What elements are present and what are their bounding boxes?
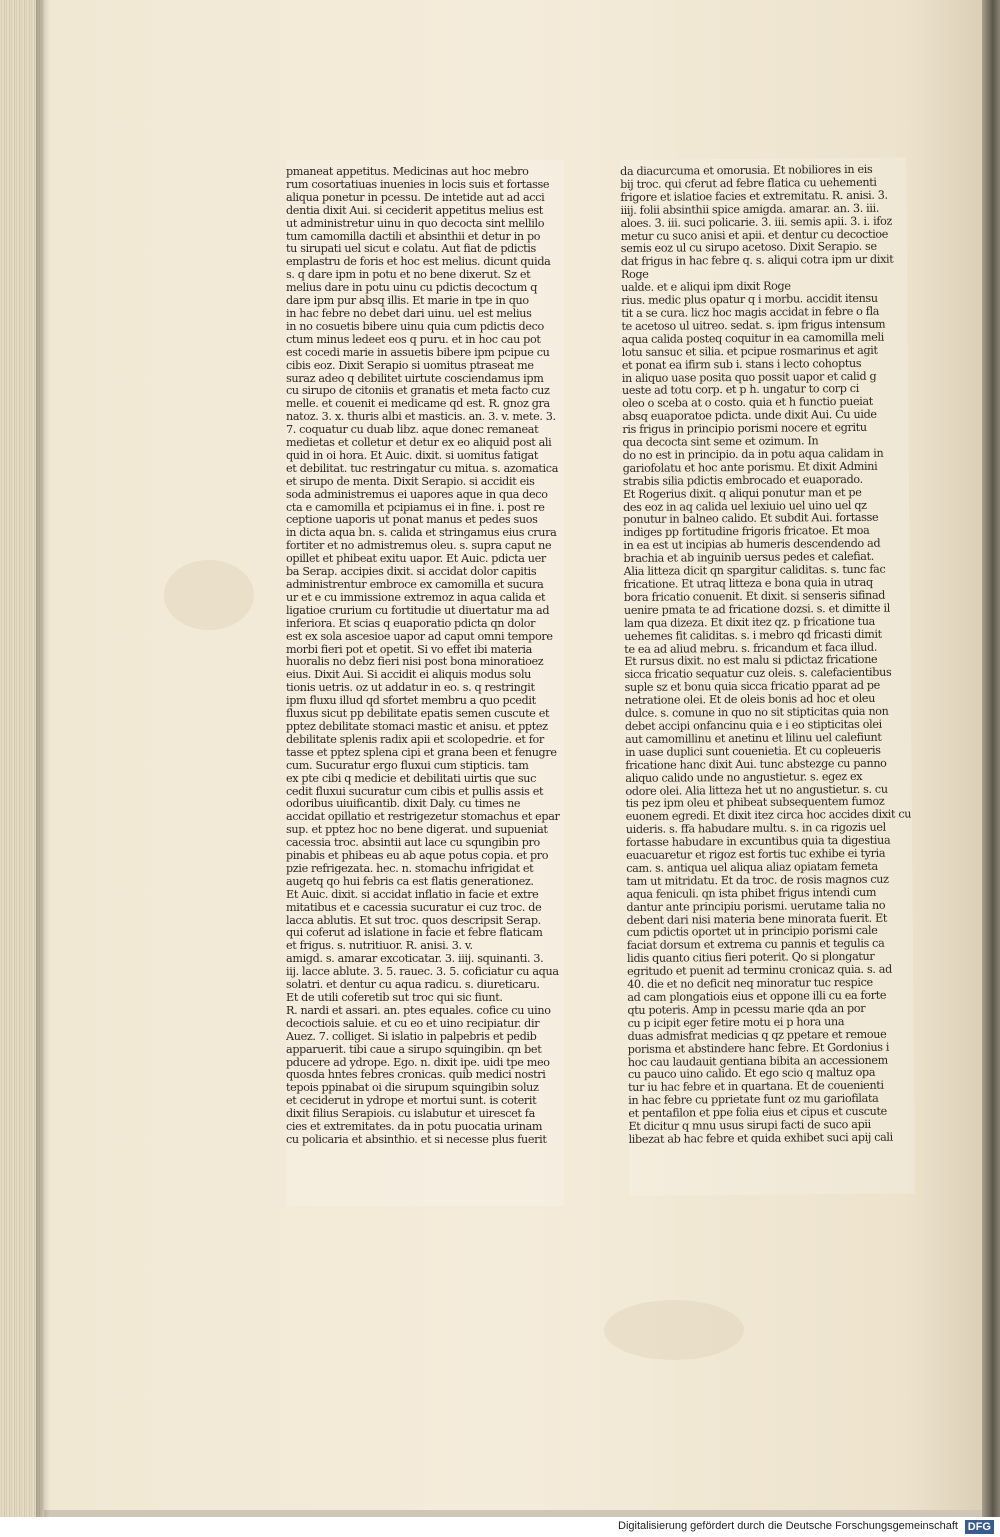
right-page-edge	[982, 0, 1000, 1517]
paper-stain	[164, 560, 254, 630]
left-text-column: pmaneat appetitus. Medicinas aut hoc mebro rum cosortatiuas inuenies in locis suis et fortasse aliqua ponetur in pcessu. De intetide aut ad acci dentia dixit Aui. si ceciderit appetitus melius est ut administretur uinu in quo decocta sint mellilo tum camomilla dactili et absinthii et detur in po tu sirupati uel sicut e colatu. Aut fiat de pdictis emplastru de foris et hoc est melius. dicunt quida s. q dare ipm in potu et no bene dixerut. Sz et melius dare in potu uinu cu pdictis decoctum q dare ipm pur absq illis. Et marie in tpe in quo in hac febre no debet dari uinu. uel est melius in no cosuetis bibere uinu quia cum pdictis deco ctum minus ledeet eos q puru. et in hoc cau pot est cocedi marie in assuetis bibere ipm pcipue cu cibis eoz. Dixit Serapio si uomitus ptraseat me suraz adeo q debilitet uirtute cosciendamus ipm cu sirupo de citoniis et granatis et meta facto cuz melle. et couenit ei medicame qd est. R. gnoz gra natoz. 3. x. thuris albi et masticis. an. 3. v. mete. 3. 7. coquatur cu duab libz. aque donec remaneat medietas et colletur et detur ex eo aliquid post ali quid in oi hora. Et Auic. dixit. si uomitus fatigat et debilitat. tuc restringatur cu mitua. s. azomatica et sirupo de menta. Dixit Serapio. si accidit eis soda administremus ei uapores aque in qua deco cta e camomilla et pcipiamus ei in fine. i. post re ceptione uaporis ut ponat manus et pedes suos in dicta aqua bn. s. calida et stringamus eius crura fortiter et no admistremus oleu. s. supra caput ne opillet et phibeat exitu uapor. Et Auic. pdicta uer ba Serap. accipies dixit. si accidat dolor capitis administrentur embroce ex camomilla et sucura ur et e cu immissione extremoz in aqua calida et ligatioe crurium cu fortitudie ut diuertatur ma ad inferiora. Et scias q euaporatio pdicta qn dolor est ex sola ascesioe uapor ad caput omni tempore morbi fieri pot et opetit. Si vo effet ibi materia huoralis no debz fieri nisi post bona minoratioez eius. Dixit Aui. Si accidit ei aliquis modus solu tionis uetris. oz ut addatur in eo. s. q restringit ipm fluxu illud qd sfortet membru a quo pcedit fluxus sicut pp debilitate epatis semen cuscute et pptez debilitate stomaci mastic et anisu. et pptez debilitate splenis radix apii et scolopedrie. et for tasse et pptez splena cipi et grana been et fenugre cum. Sucuratur ergo fluxui cum stipticis. tam ex pte cibi q medicie et debilitati uirtis que suc cedit fluxui sucuratur cum cibis et pullis assis et odoribus uiuificantib. dixit Daly. cu times ne accidat opillatio et restrigezetur stomachus et epar sup. et pptez hoc no bene digerat. und supueniat cacessia troc. absintii aut lace cu squngibin pro pinabis et phibeas eu ab aque potus copia. et pro pzie refrigezata. hec. n. stomachu infrigidat et augetq qo hui febris ca est flatis generationez. Et Auic. dixit. si accidat inflatio in facie et extre mitatibus et e cacessia sucuratur ei cuz troc. de lacca ablutis. Et sut troc. quos descripsit Serap. qui coferut ad islatione in facie et febre flaticam et frigus. s. nutritiuor. R. anisi. 3. v. amigd. s. amarar excoticatar. 3. iiij. squinanti. 3. iij. lacce ablute. 3. 5. rauec. 3. 5. coficiatur cu aqua solatri. et dentur cu aqua radicu. s. diureticaru. Et de utili coferetib sut troc qui sic fiunt. R. nardi et assari. an. ptes equales. cofice cu uino decoctiois saluie. et cu eo et uino recipiatur. dir Auez. 7. colliget. Si islatio in palpebris et pedib apparuerit. tibi caue a sirupo squingibin. qn bet pducere ad ydrope. Ego. n. dixit ipe. uidi tpe meo quosda hntes febres cronicas. quib medici nostri tepois ppinabat oi die sirupum squingibin soluz et ceciderut in ydrope et mortui sunt. is coterit dixit filius Serapiois. cu islabutur et uirescet fa cies et extremitates. da in potu puocatia urinam cu policaria et absinthio. et si necesse plus fuerit	[286, 160, 564, 1206]
right-text-column: da diacurcuma et omorusia. Et nobiliores in eis bij troc. qui cferut ad febre flatica cu uehementi frigore et islatioe facies et extremitatu. R. anisi. 3. iiij. folii absinthii spice amigda. amarar. an. 3. iii. aloes. 3. iii. suci policarie. 3. iii. semis apii. 3. i. ifoz metur cu suco anisi et apii. et dentur cu decoctioe semis eoz ul cu sirupo acetoso. Dixit Serapio. se dat frigus in hac febre q. s. aliqui cotra ipm ur dixit Roge ualde. et e aliqui ipm dixit Roge rius. medic plus opatur q i morbu. accidit itensu tit a se cura. licz hoc magis accidat in febre o fla te acetoso ul uitreo. sedat. s. ipm frigus intensum aqua calida posteq coquitur in ea camomilla meli lotu sansuc et silia. et pcipue rosmarinus et agit et ponat ea ifirm sub i. stans i lecto cohoptus in aliquo uase posita quo possit uapor et calid g ueste ad totu corp. et p h. ungatur to corp ci oleo o sceba at o costo. quia et h functio pueiat absq euaporatoe pdicta. unde dixit Aui. Cu uide ris frigus in principio porismi nocere et egritu qua decocta sint seme et ozimum. In do no est in principio. da in potu aqua calidam in gariofolatu et hoc ante porismu. Et dixit Admini strabis silia pdictis embrocado et euaporado. Et Rogerius dixit. q aliqui ponutur man et pe des eoz in aq calida uel lexiuio uel uino uel qz ponutur in balneo calido. Et subdit Aui. fortasse indiges pp fortitudine frigoris fricatoe. Et moa in ea est ut incipias ab humeris descendendo ad brachia et ab inguinib uersus pedes et calefiat. Alia litteza dicit qn spargitur caliditas. s. tunc fac fricatione. Et utraq litteza e bona quia in utraq bora fricatio conuenit. Et dixit. si senseris sifinad uenire pmata te ad fricatione dozsi. s. et dimitte il lam qua dizeza. Et dixit itez qz. p fricatione tua uehemes fit caliditas. s. i mebro qd fricasti dimit te ea ad aliud mebru. s. fricandum et faca illud. Et rursus dixit. no est malu si pdictaz fricatione sicca fricatio sequatur cuz oleis. s. calefacientibus suple sz et bonu quia sicca fricatio pparat ad pe netratione olei. Et de oleis bonis ad hoc et oleu dulce. s. comune in quo no sit stipticitas quia non debet accipi onfancinu quia e i eo stipticitas olei aut camomillinu et anetinu et lilinu uel calefiunt in uase duplici sunt couenietia. Et cu copleueris fricatione hanc dixit Aui. tunc abstezge cu panno aliquo calido unde no angustietur. s. egez ex odore olei. Alia litteza het ut no angustietur. s. cu tis pez ipm oleu et phibeat subsequentem fumoz euonem egredi. Et dixit itez circa hoc accides dixit cu uideris. s. ffa habudare multu. s. in ca rigozis uel fortasse habudare in excuntibus quia ta digestiua euacuaretur et rigoz est fortis tuc exhibe ei tyria cam. s. antiqua uel aliqua aliaz opiatam femeta tam ut mitridatu. Et da troc. de rosis magnos cuz aqua feniculi. qn ista phibet frigus intendi cum dantur ante principiu porismi. uerutame talia no debent dari nisi materia bene minorata fuerit. Et cum pdictis oportet ut in principio porismi cale faciat dorsum et extrema cu pannis et tegulis ca lidis quanto citius fieri poterit. Qo si plongatur egritudo et puenit ad terminu cronicaz quia. s. ad 40. die et no deficit neq minoratur tuc respice ad cam plongatiois eius et oppone illi cu ea forte qtu poteris. Amp in pcessu marie qda an por cu p icipit eger fetire motu ei p hora una duas admisfrat medicias q qz ppetare et remoue porisma et abstindere hanc febre. Et Gordonius i hoc cau laudauit gentiana bibita an accessionem cu pauco uino calido. Et ego scio q maltuz opa tur iu hac febre et in quartana. Et de couenienti in hac febre cu pprietate funt oz mu gariofilata et pentafilon et ppe folia eius et cipus et cuscute Et dicitur q mnu usus sirupi facti de suco apii libezat ab hac febre et quida exhibet suci apij cali	[620, 158, 915, 1196]
dfg-logo-icon: DFG	[965, 1520, 994, 1534]
gutter-shadow	[36, 0, 50, 1517]
digitization-footer	[0, 1517, 1000, 1537]
paper-stain	[604, 1300, 744, 1360]
footer-credit: Digitalisierung gefördert durch die Deutsche Forschungsgemeinschaft	[618, 1520, 958, 1532]
